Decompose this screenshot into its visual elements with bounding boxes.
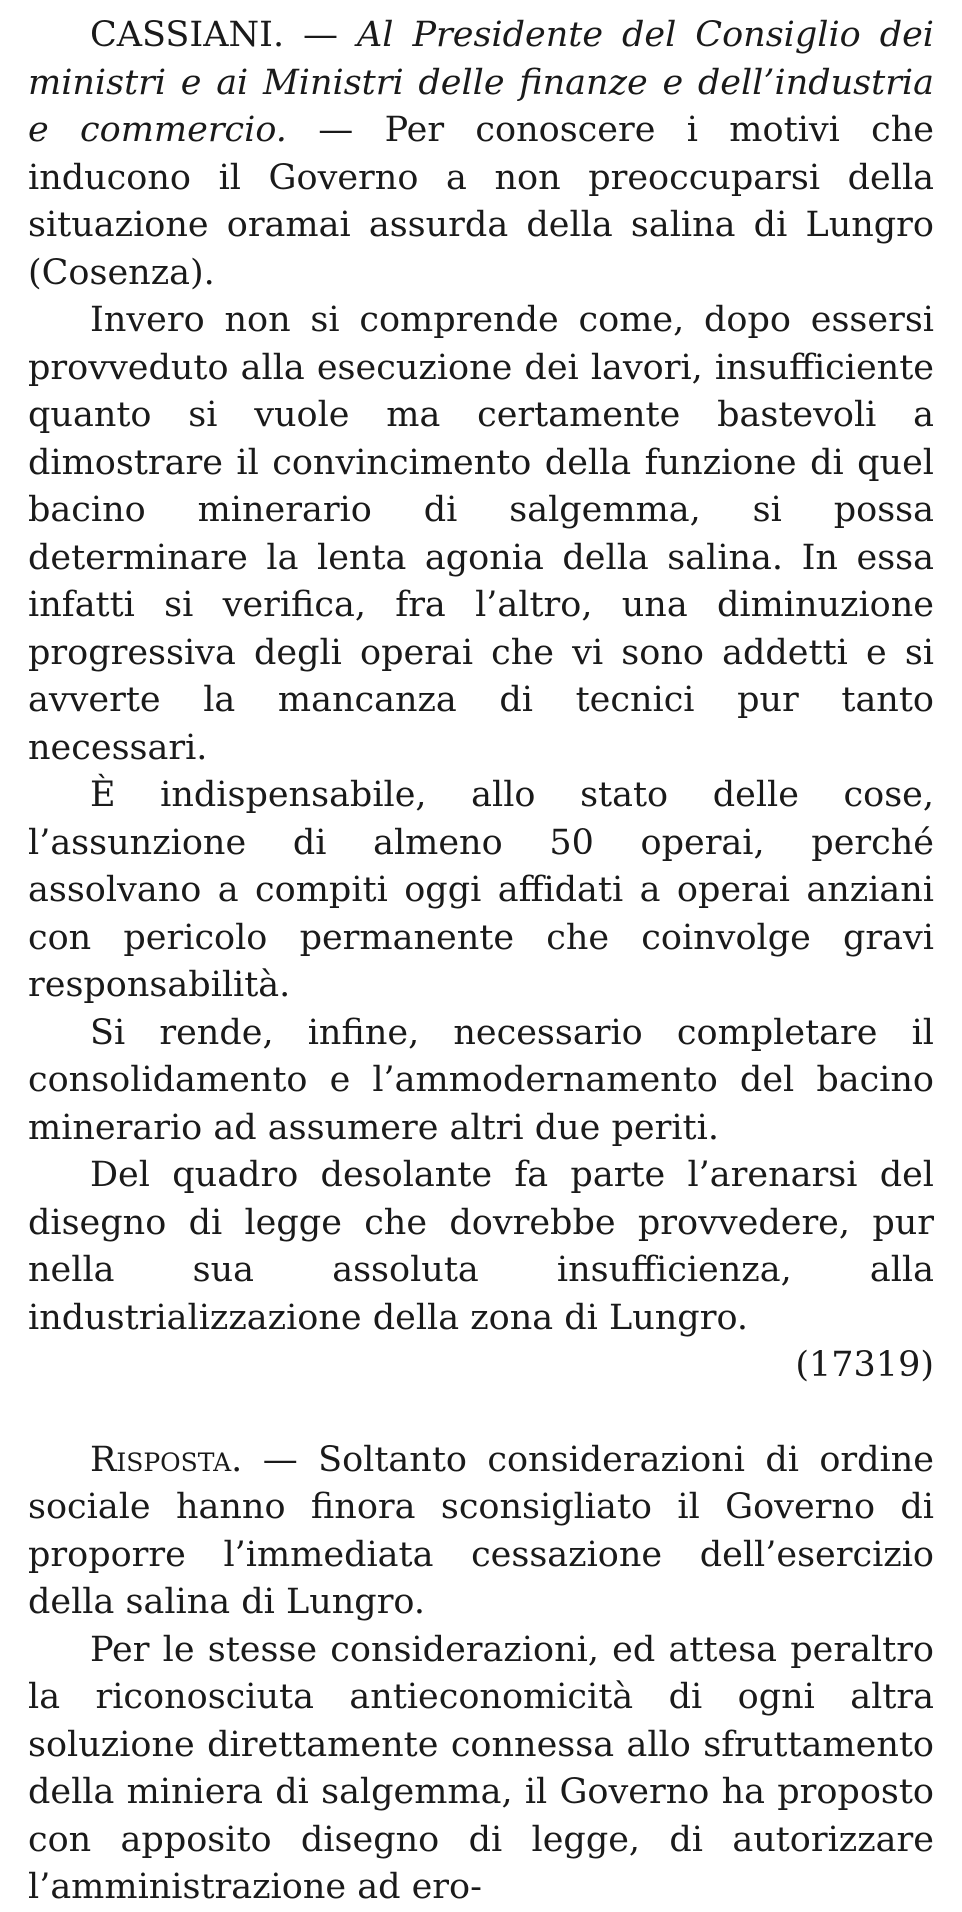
- question-addressees: Al Presidente del Consiglio dei ministri e ai Ministri delle finanze e dell’industria e commercio.: [28, 15, 934, 150]
- question-paragraph: Invero non si comprende come, dopo essersi provveduto alla esecuzione dei lavori, insufficiente quanto si vuole ma certamente bastevoli a dimostrare il convincimento della funzione di quel bacino minerario di salgemma, si possa determinare la lenta agonia della salina. In essa infatti si verifica, fra l’altro, una diminuzione progressiva degli operai che vi sono addetti e si avverte la mancanza di tecnici pur tanto necessari.: [28, 300, 934, 768]
- question-intro: CASSIANI. — Al Presidente del Consiglio dei ministri e ai Ministri delle finanze e dell’industria e commercio. — Per conoscere i motivi che inducono il Governo a non preoccuparsi della situazione oramai assurda della salina di Lungro (Cosenza).: [28, 15, 934, 293]
- answer-paragraph: Per le stesse considerazioni, ed attesa peraltro la riconosciuta antieconomicità di ogni altra soluzione direttamente connessa allo sfruttamento della miniera di salgemma, il Governo ha proposto con apposito disegno di legge, di autorizzare l’amministrazione ad ero-: [28, 1629, 934, 1907]
- document-page: [28, 12, 934, 1912]
- question-author: CASSIANI.: [90, 15, 285, 55]
- answer-text: Soltanto considerazioni di ordine sociale hanno finora sconsigliato il Governo di proporre l’immediata cessazione dell’esercizio della salina di Lungro.: [28, 1439, 934, 1622]
- question-text: Per conoscere i motivi che inducono il Governo a non preoccuparsi della situazione oramai assurda della salina di Lungro (Cosenza).: [28, 110, 934, 293]
- answer-intro: Risposta. — Soltanto considerazioni di ordine sociale hanno finora sconsigliato il Governo di proporre l’immediata cessazione dell’esercizio della salina di Lungro.: [28, 1439, 934, 1622]
- question-paragraph: Del quadro desolante fa parte l’arenarsi del disegno di legge che dovrebbe provvedere, pur nella sua assoluta insufficienza, alla industrializzazione della zona di Lungro.: [28, 1155, 934, 1338]
- question-paragraph: È indispensabile, allo stato delle cose, l’assunzione di almeno 50 operai, perché assolvano a compiti oggi affidati a operai anziani con pericolo permanente che coinvolge gravi responsabilità.: [28, 775, 934, 1005]
- answer-label: Risposta.: [90, 1439, 243, 1480]
- question-paragraph: Si rende, infine, necessario completare il consolidamento e l’ammodernamento del bacino minerario ad assumere altri due periti.: [28, 1012, 934, 1148]
- section-spacer: [28, 1390, 934, 1437]
- question-reference-number: (17319): [795, 1345, 934, 1385]
